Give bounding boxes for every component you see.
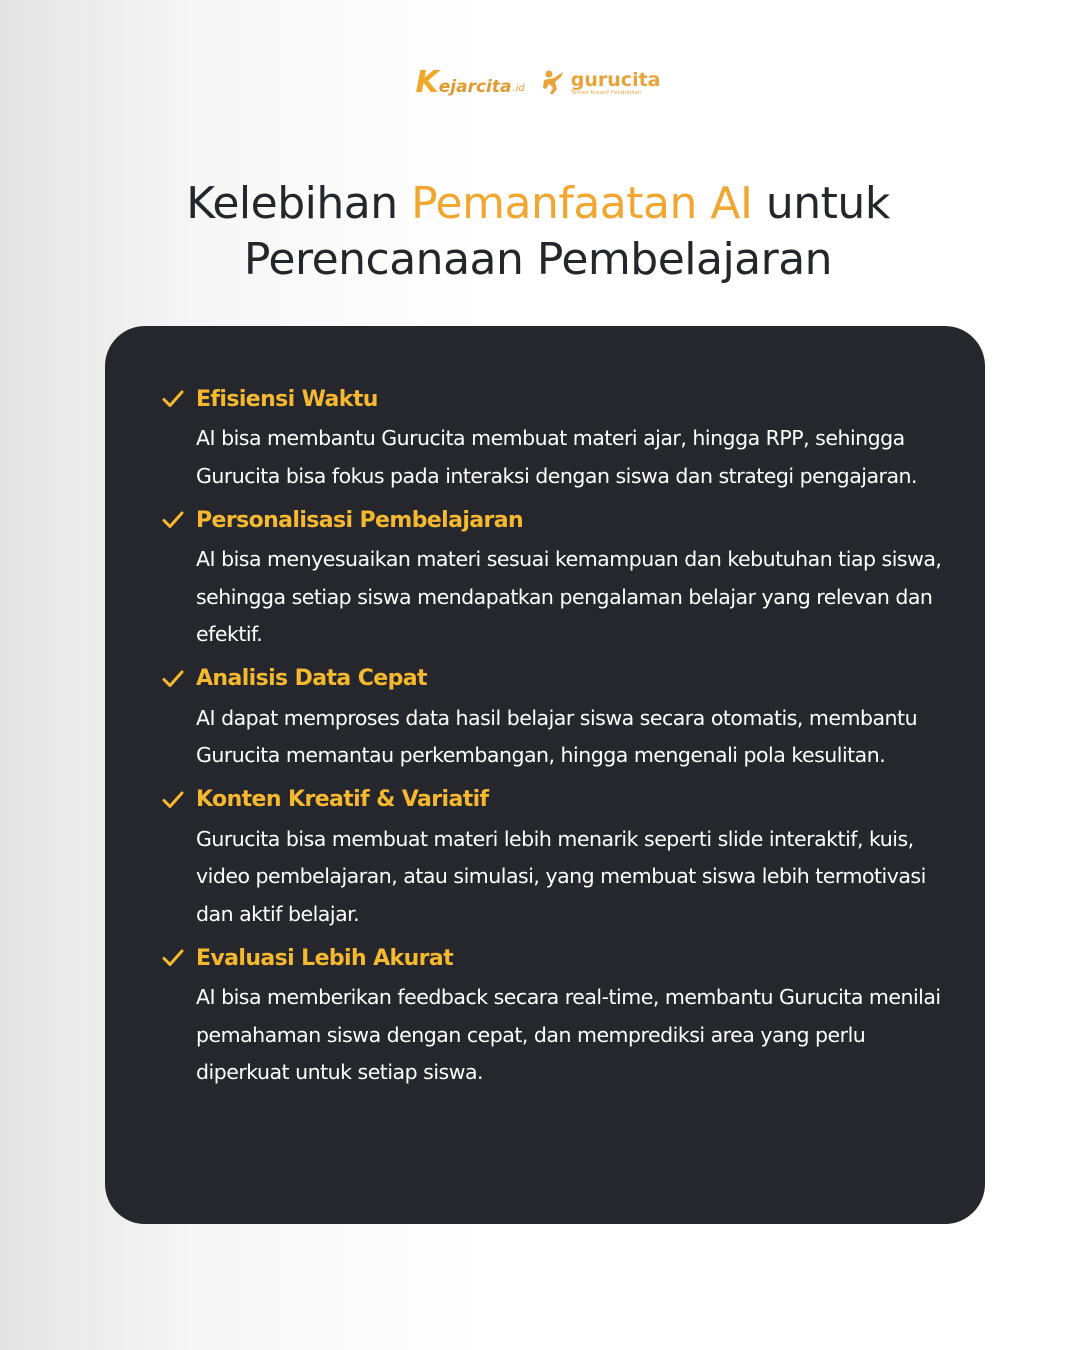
title-line2: Perencanaan Pembelajaran (243, 234, 833, 285)
logo-bar (0, 65, 1076, 100)
gurucita-logo-text: gurucita (570, 69, 661, 91)
check-icon (161, 508, 185, 532)
gurucita-logo-text-group (571, 70, 661, 96)
kejarcita-logo-mark: K (415, 65, 439, 100)
benefit-title: Efisiensi Waktu (196, 386, 378, 412)
benefits-card (105, 326, 985, 1224)
benefit-item-header (161, 781, 945, 819)
benefit-item (161, 380, 945, 495)
benefit-description: AI bisa memberikan feedback secara real-time, membantu Gurucita menilai pemahaman siswa dengan cepat, dan memprediksi area yang perlu diperkuat untuk setiap siswa. (196, 985, 941, 1084)
benefit-item (161, 501, 945, 654)
benefit-item (161, 660, 945, 775)
title-accent: Pemanfaatan AI (411, 178, 753, 229)
benefit-item (161, 781, 945, 934)
gurucita-logo-tagline: Teman Kreatif Pendidikan (570, 90, 642, 96)
benefit-item-header (161, 380, 945, 418)
benefit-description: AI dapat memproses data hasil belajar siswa secara otomatis, membantu Gurucita memantau perkembangan, hingga mengenali pola kesulitan. (196, 705, 918, 767)
check-icon (161, 387, 185, 411)
benefit-item-header (161, 501, 945, 539)
kejarcita-logo-suffix: .id (512, 83, 525, 94)
gurucita-mark-icon (541, 69, 567, 97)
benefit-item-header (161, 660, 945, 698)
page-title (0, 176, 1076, 288)
benefit-description: Gurucita bisa membuat materi lebih menarik seperti slide interaktif, kuis, video pembelajaran, atau simulasi, yang membuat siswa lebih termotivasi dan aktif belajar. (196, 826, 926, 926)
benefit-description: AI bisa membantu Gurucita membuat materi ajar, hingga RPP, sehingga Gurucita bisa fokus pada interaksi dengan siswa dan strategi pengajaran. (196, 426, 918, 488)
gurucita-logo (541, 69, 661, 97)
check-icon (161, 788, 185, 812)
benefit-title: Konten Kreatif & Variatif (196, 787, 489, 812)
benefit-item (161, 939, 945, 1092)
title-part2: untuk (752, 178, 890, 229)
benefit-title: Evaluasi Lebih Akurat (196, 945, 454, 971)
kejarcita-logo-text: ejarcita (438, 77, 512, 97)
title-part1: Kelebihan (186, 178, 412, 229)
benefit-item-header (161, 939, 945, 977)
benefit-title: Analisis Data Cepat (196, 666, 427, 691)
check-icon (161, 667, 185, 691)
kejarcita-logo (415, 65, 525, 100)
check-icon (161, 946, 185, 970)
benefit-title: Personalisasi Pembelajaran (196, 507, 524, 533)
benefit-description: AI bisa menyesuaikan materi sesuai kemampuan dan kebutuhan tiap siswa, sehingga setiap siswa mendapatkan pengalaman belajar yang relevan dan efektif. (196, 547, 942, 646)
